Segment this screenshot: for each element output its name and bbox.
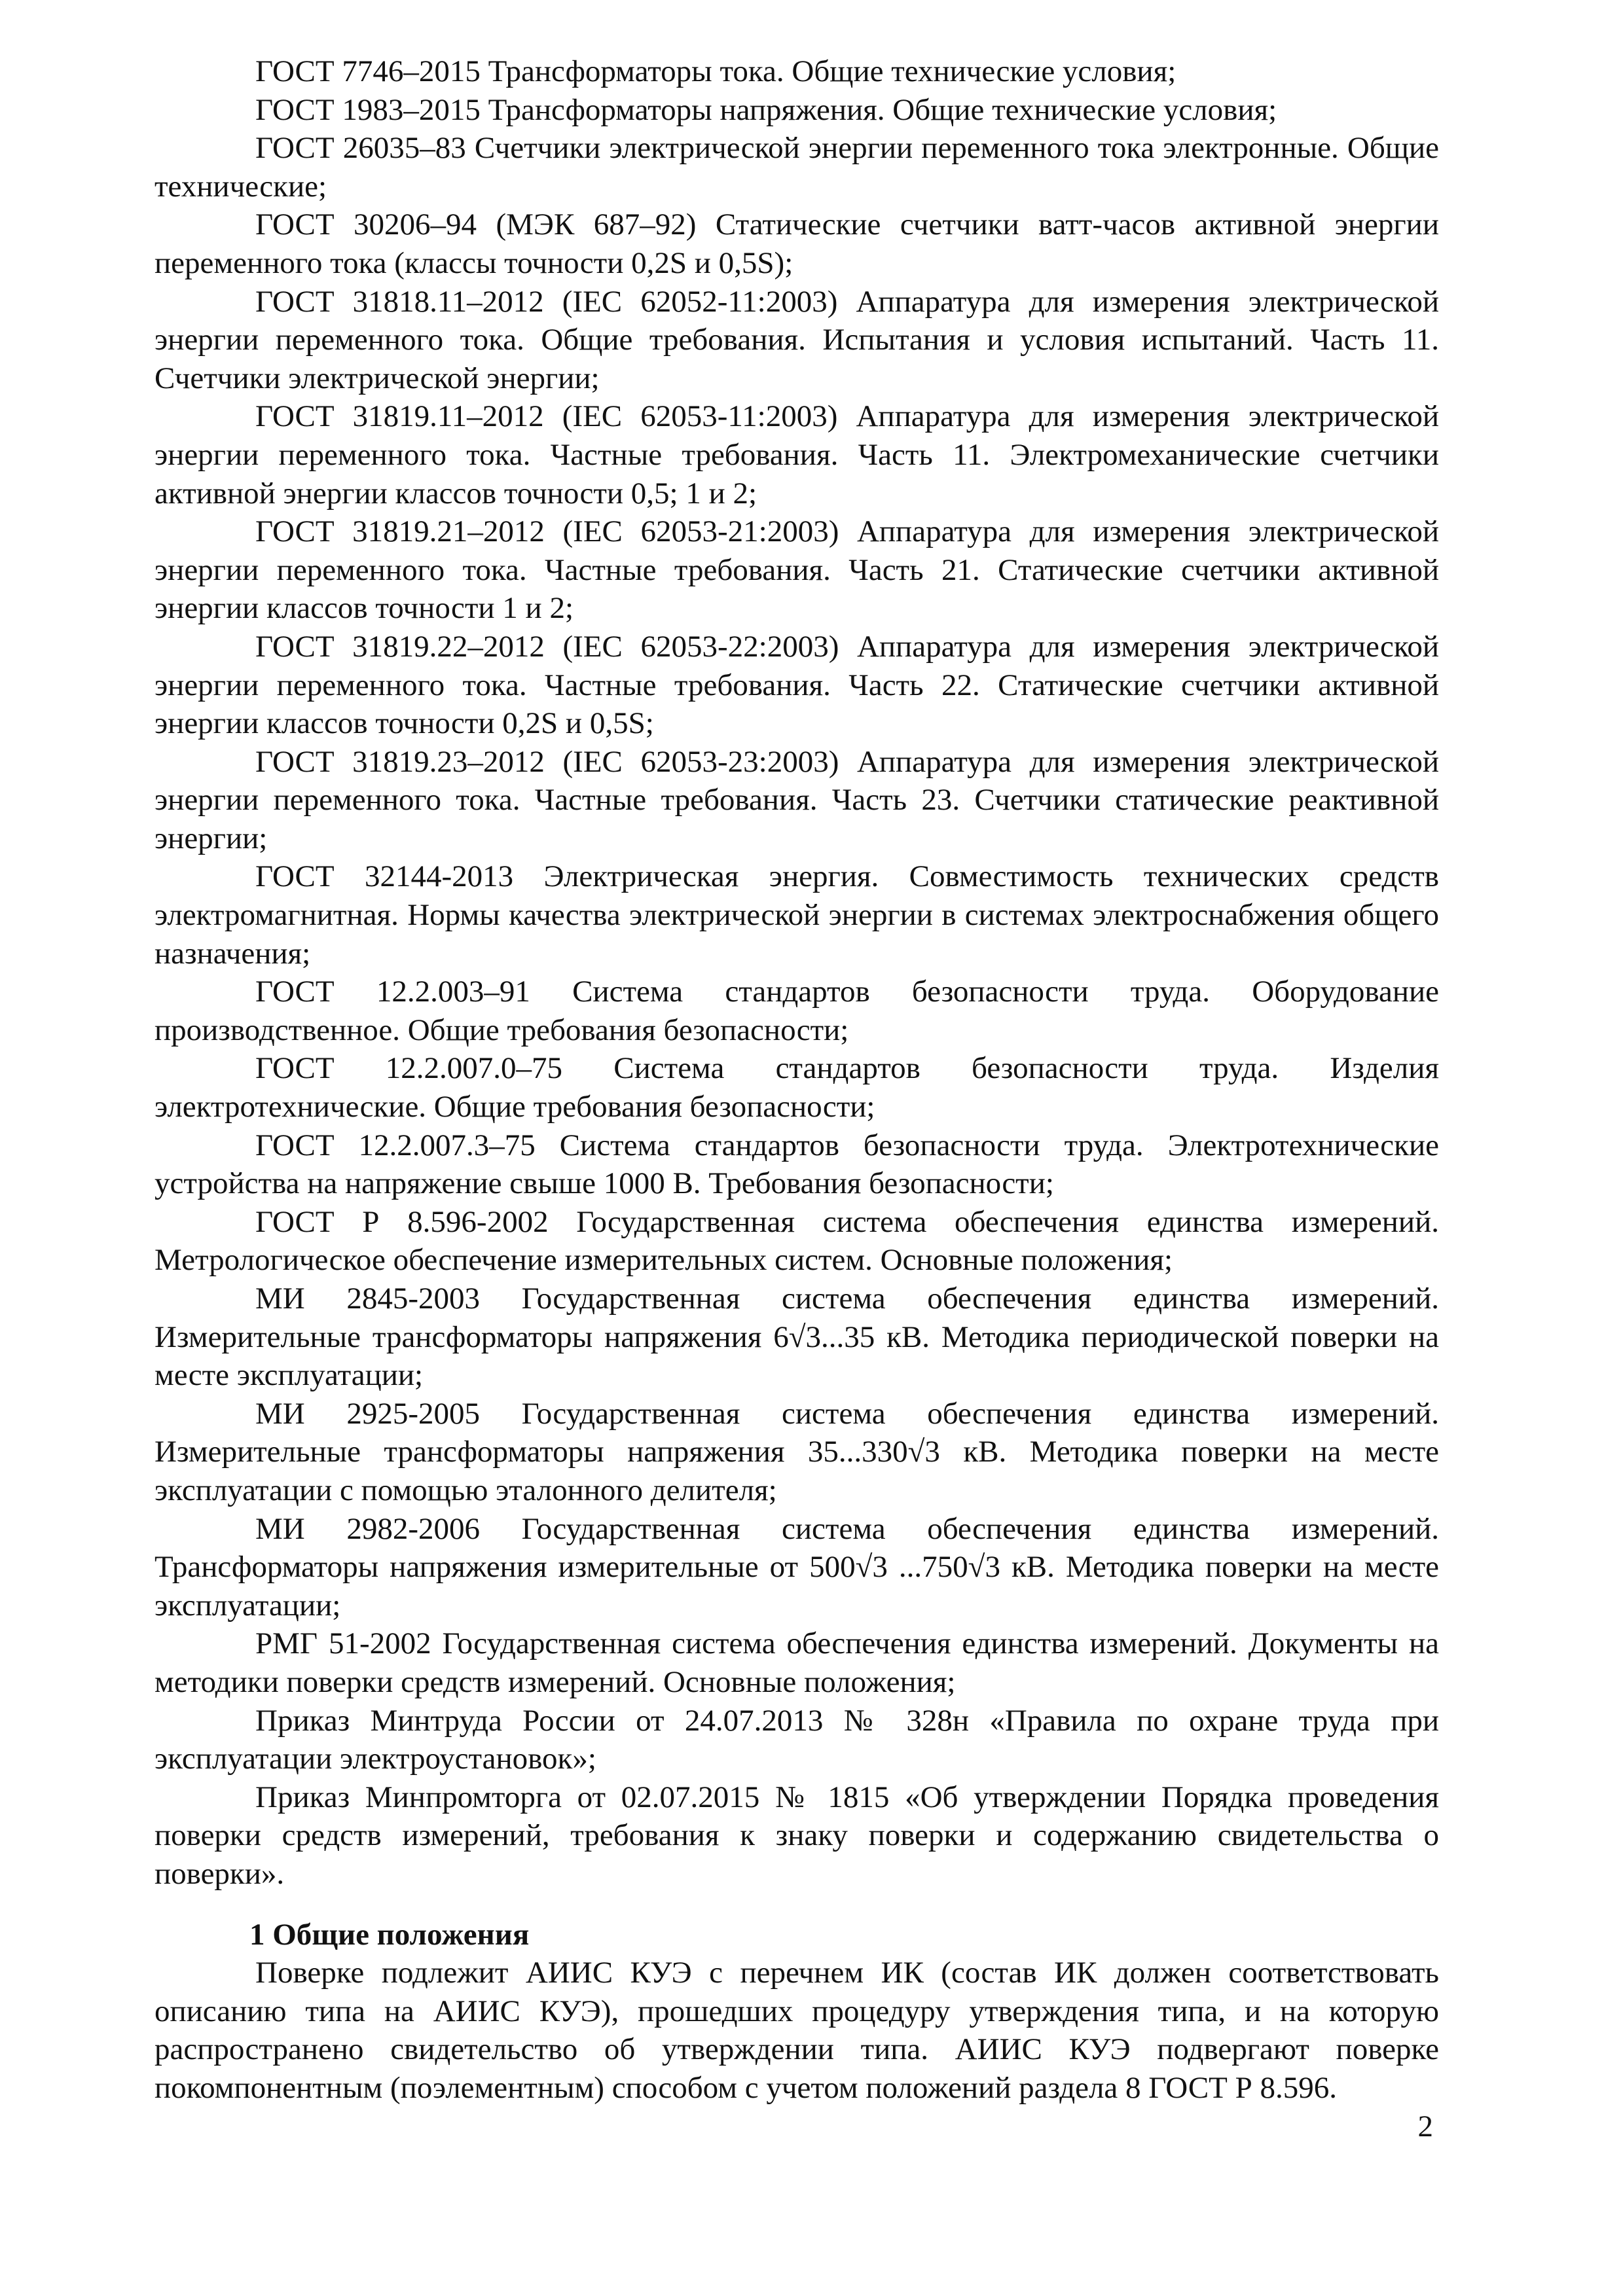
reference-item: МИ 2845-2003 Государственная система обеспечения единства измерений. Измерительные трансформаторы напряжения 6√3...35 кВ. Методика периодической поверки на месте эксплуатации; (155, 1282, 1439, 1393)
page-content (155, 52, 1439, 2107)
reference-item: ГОСТ 31819.21–2012 (IEC 62053-21:2003) Аппаратура для измерения электрической энергии переменного тока. Частные требования. Часть 21. Статические счетчики активной энергии классов точности 1 и 2; (155, 514, 1439, 626)
reference-item: МИ 2982-2006 Государственная система обеспечения единства измерений. Трансформаторы напряжения измерительные от 500√3 ...750√3 кВ. Методика поверки на месте эксплуатации; (155, 1511, 1439, 1623)
reference-item: ГОСТ 12.2.007.3–75 Система стандартов безопасности труда. Электротехнические устройства на напряжение свыше 1000 В. Требования безопасности; (155, 1128, 1439, 1201)
reference-item: ГОСТ 12.2.007.0–75 Система стандартов безопасности труда. Изделия электротехнические. Общие требования безопасности; (155, 1051, 1439, 1124)
reference-item: ГОСТ Р 8.596-2002 Государственная система обеспечения единства измерений. Метрологическое обеспечение измерительных систем. Основные положения; (155, 1204, 1439, 1278)
reference-item: ГОСТ 31819.11–2012 (IEC 62053-11:2003) Аппаратура для измерения электрической энергии переменного тока. Частные требования. Часть 11. Электромеханические счетчики активной энергии классов точности 0,5; 1 и 2; (155, 399, 1439, 511)
reference-item: ГОСТ 31819.23–2012 (IEC 62053-23:2003) Аппаратура для измерения электрической энергии переменного тока. Частные требования. Часть 23. Счетчики статические реактивной энергии; (155, 744, 1439, 855)
section-body-text: Поверке подлежит АИИС КУЭ с перечнем ИК (состав ИК должен соответствовать описанию типа на АИИС КУЭ), прошедших процедуру утверждения типа, и на которую распространено свидетельство об утверждении типа. АИИС КУЭ подвергают поверке покомпонентным (поэлементным) способом с учетом положений раздела 8 ГОСТ Р 8.596. (155, 1956, 1439, 2105)
section-heading: 1 Общие положения (249, 1917, 530, 1952)
reference-item: ГОСТ 7746–2015 Трансформаторы тока. Общие технические условия; (255, 54, 1176, 88)
reference-item: ГОСТ 31818.11–2012 (IEC 62052-11:2003) Аппаратура для измерения электрической энергии переменного тока. Общие требования. Испытания и условия испытаний. Часть 11. Счетчики электрической энергии; (155, 284, 1439, 395)
reference-item: ГОСТ 26035–83 Счетчики электрической энергии переменного тока электронные. Общие технические; (155, 131, 1439, 204)
reference-item: ГОСТ 31819.22–2012 (IEC 62053-22:2003) Аппаратура для измерения электрической энергии переменного тока. Частные требования. Часть 22. Статические счетчики активной энергии классов точности 0,2S и 0,5S; (155, 629, 1439, 741)
reference-item: ГОСТ 1983–2015 Трансформаторы напряжения. Общие технические условия; (255, 92, 1277, 127)
reference-item: МИ 2925-2005 Государственная система обеспечения единства измерений. Измерительные трансформаторы напряжения 35...330√3 кВ. Методика поверки на месте эксплуатации с помощью эталонного делителя; (155, 1396, 1439, 1507)
reference-item: ГОСТ 32144-2013 Электрическая энергия. Совместимость технических средств электромагнитная. Нормы качества электрической энергии в системах электроснабжения общего назначения; (155, 859, 1439, 971)
page-number: 2 (1417, 2109, 1433, 2144)
reference-item: РМГ 51-2002 Государственная система обеспечения единства измерений. Документы на методики поверки средств измерений. Основные положения; (155, 1626, 1439, 1699)
reference-item: ГОСТ 30206–94 (МЭК 687–92) Статические счетчики ватт-часов активной энергии переменного тока (классы точности 0,2S и 0,5S); (155, 207, 1439, 280)
reference-item: ГОСТ 12.2.003–91 Система стандартов безопасности труда. Оборудование производственное. Общие требования безопасности; (155, 975, 1439, 1047)
reference-item: Приказ Минтруда России от 24.07.2013 № 328н «Правила по охране труда при эксплуатации электроустановок»; (155, 1703, 1439, 1776)
reference-item: Приказ Минпромторга от 02.07.2015 № 1815 «Об утверждении Порядка проведения поверки средств измерений, требования к знаку поверки и содержанию свидетельства о поверки». (155, 1780, 1439, 1891)
